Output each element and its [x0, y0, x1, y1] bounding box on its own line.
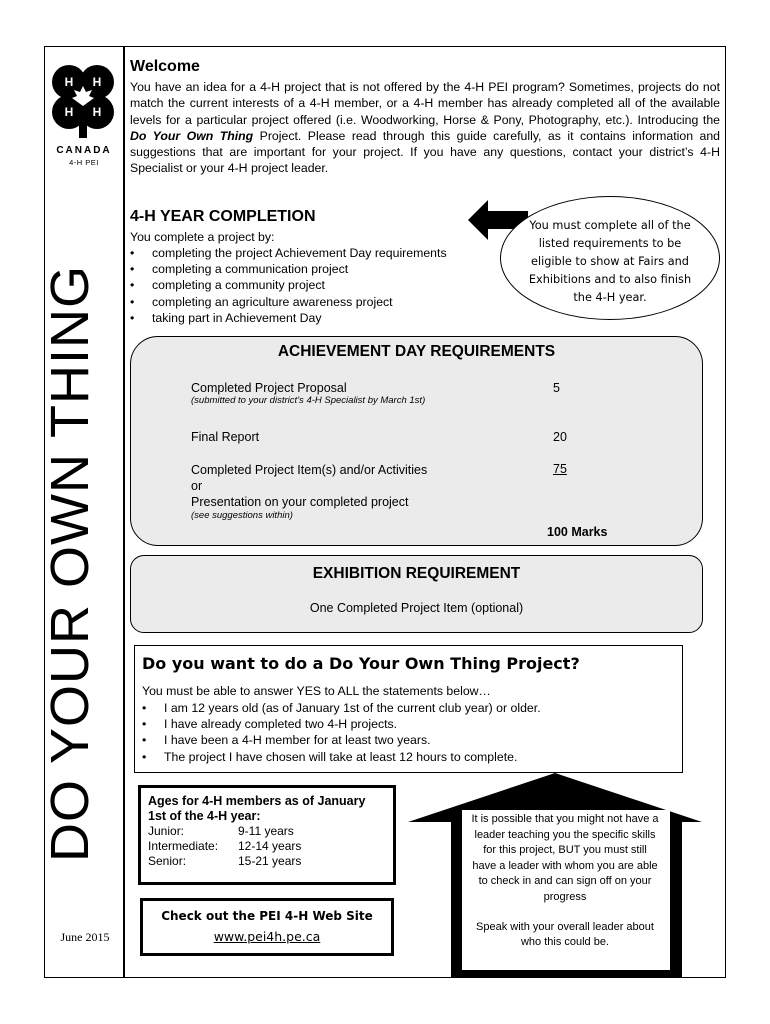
requirement-marks: 75: [553, 462, 567, 476]
requirement-row: [191, 462, 427, 522]
ages-row: [148, 839, 386, 854]
list-item: • completing a community project: [130, 277, 447, 293]
eligibility-title: Do you want to do a Do Your Own Thing Project?: [142, 654, 580, 673]
list-item: • The project I have chosen will take at least 12 hours to complete.: [142, 749, 541, 765]
logo-country: CANADA: [56, 145, 112, 156]
svg-text:H: H: [64, 105, 74, 119]
svg-text:H: H: [64, 75, 74, 89]
age-group-value: 9-11 years: [238, 824, 294, 838]
welcome-emphasis: Do Your Own Thing: [130, 128, 254, 143]
year-completion-list: [130, 245, 447, 326]
requirement-marks: 5: [553, 381, 560, 395]
ages-row: [148, 824, 386, 839]
total-marks: 100 Marks: [547, 525, 608, 539]
eligibility-intro: You must be able to answer YES to ALL the statements below…: [142, 684, 491, 698]
list-item: • taking part in Achievement Day: [130, 310, 447, 326]
age-group-label: Senior:: [148, 854, 187, 868]
requirement-label: Completed Project Item(s) and/or Activities: [191, 463, 428, 477]
welcome-text-2: Project. Please read through this guide carefully, as it contains information and suggestions that are important for your project. If you have any questions, contact your district’s 4-H Specialist or your 4-H project leader.: [130, 128, 721, 176]
welcome-paragraph: [130, 79, 720, 177]
year-completion-intro: You complete a project by:: [130, 230, 275, 244]
exhibition-title: EXHIBITION REQUIREMENT: [312, 565, 521, 582]
requirement-marks: 20: [553, 430, 567, 444]
requirement-label-alt: Presentation on your completed project: [191, 495, 409, 509]
website-title: Check out the PEI 4-H Web Site: [161, 909, 373, 923]
ages-row: [148, 854, 386, 869]
ages-panel: [138, 785, 396, 885]
achievement-requirements-panel: [130, 336, 703, 546]
list-item: • completing a communication project: [130, 261, 447, 277]
list-item: • I am 12 years old (as of January 1st of the current club year) or older.: [142, 700, 541, 716]
website-panel: [140, 898, 394, 956]
eligibility-panel: [134, 645, 683, 773]
website-link[interactable]: www.pei4h.pe.ca: [213, 929, 321, 944]
leader-note-text: It is possible that you might not have a leader teaching you the specific skills for this project, BUT you must still have a leader with whom you are able to check in and can sign off on your progress: [471, 813, 659, 903]
requirement-row: [191, 381, 425, 406]
requirement-note: (submitted to your district’s 4-H Specialist by March 1st): [191, 395, 426, 406]
requirement-label: Final Report: [191, 430, 260, 444]
requirement-note: (see suggestions within): [191, 510, 293, 521]
year-completion-heading: 4-H YEAR COMPLETION: [130, 208, 316, 225]
age-group-value: 15-21 years: [238, 854, 302, 868]
list-item: • completing the project Achievement Day requirements: [130, 245, 447, 261]
svg-text:H: H: [92, 75, 102, 89]
leader-note: [470, 812, 660, 951]
svg-text:H: H: [92, 105, 102, 119]
issue-date: June 2015: [60, 930, 110, 944]
ages-heading: Ages for 4-H members as of January 1st of the 4-H year:: [148, 794, 366, 823]
exhibition-requirement-panel: [130, 555, 703, 633]
welcome-heading: Welcome: [130, 58, 200, 75]
requirement-row: [191, 430, 259, 444]
completion-note-bubble: You must complete all of the listed requirements to be eligible to show at Fairs and Exhibitions and to also finish the 4-H year.: [500, 196, 720, 320]
requirement-label: Completed Project Proposal: [191, 381, 347, 395]
eligibility-list: [142, 700, 541, 765]
age-group-label: Junior:: [148, 824, 185, 838]
exhibition-text: One Completed Project Item (optional): [309, 601, 524, 615]
requirement-or: or: [191, 479, 203, 493]
vertical-page-title: DO YOUR OWN THING: [40, 264, 100, 862]
age-group-label: Intermediate:: [148, 839, 219, 853]
logo-org: 4-H PEI: [69, 158, 99, 167]
sidebar-divider: [123, 46, 125, 978]
welcome-text-1: You have an idea for a 4-H project that is not offered by the 4-H PEI program? Sometimes, projects do not match the current interests of a 4-H member, or a 4-H member has already completed all of the available levels for a particular project offered (i.e. Woodworking, Horse & Pony, Photography, etc.). Introducing the: [130, 80, 720, 127]
list-item: • I have been a 4-H member for at least two years.: [142, 732, 541, 748]
achievement-title: ACHIEVEMENT DAY REQUIREMENTS: [277, 343, 556, 360]
list-item: • I have already completed two 4-H projects.: [142, 716, 541, 732]
leader-note-text: Speak with your overall leader about who this could be.: [476, 920, 654, 949]
age-group-value: 12-14 years: [238, 839, 302, 853]
list-item: • completing an agriculture awareness project: [130, 294, 447, 310]
